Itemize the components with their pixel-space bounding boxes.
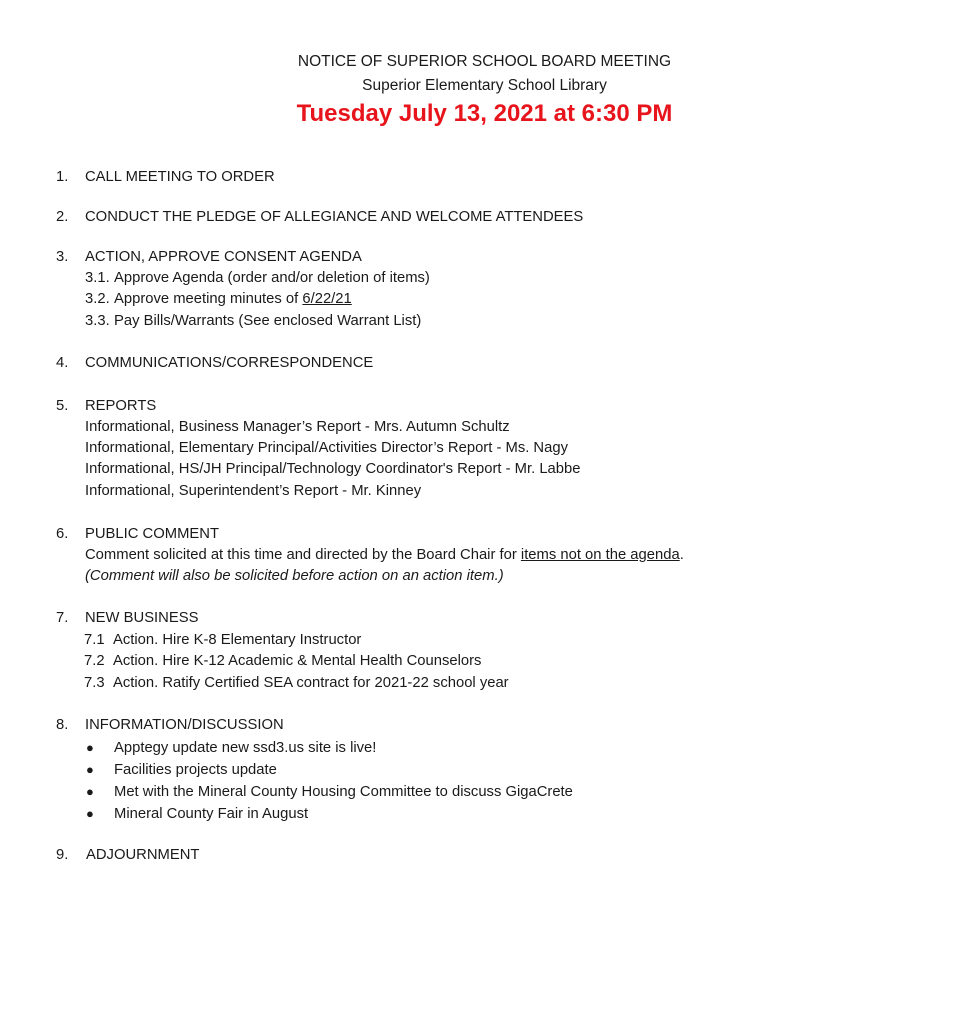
public-comment-text	[85, 545, 684, 567]
item-label: NEW BUSINESS	[85, 610, 199, 626]
bullet-text: Apptegy update new ssd3.us site is live!	[114, 740, 377, 756]
discussion-bullet	[86, 737, 376, 760]
agenda-item-5	[56, 396, 156, 418]
item-number: 2.	[56, 209, 69, 225]
sub-item-3-3	[85, 311, 421, 333]
discussion-bullet	[86, 781, 573, 804]
item-number: 8.	[56, 717, 69, 733]
item-number: 3.	[56, 249, 69, 265]
item-label: ACTION, APPROVE CONSENT AGENDA	[85, 249, 362, 265]
item-number: 1.	[56, 169, 69, 185]
sub-item-7-1	[84, 630, 361, 652]
item-label: CALL MEETING TO ORDER	[85, 169, 275, 185]
agenda-item-7	[56, 608, 198, 630]
bullet-text: Facilities projects update	[114, 762, 277, 778]
item-label: PUBLIC COMMENT	[85, 526, 220, 542]
sub-item-7-3	[84, 673, 509, 695]
sub-item-number: 7.1	[84, 632, 105, 648]
period: .	[679, 547, 684, 563]
item-label: ADJOURNMENT	[86, 847, 200, 863]
sub-item-text: Action. Hire K-12 Academic & Mental Health Counselors	[113, 653, 482, 669]
sub-item-number: 3.2.	[85, 291, 110, 307]
public-comment-note: (Comment will also be solicited before action on an action item.)	[85, 568, 504, 584]
item-number: 7.	[56, 610, 69, 626]
report-line: Informational, HS/JH Principal/Technology Coordinator's Report - Mr. Labbe	[85, 461, 581, 477]
item-number: 6.	[56, 526, 69, 542]
discussion-bullet	[86, 803, 308, 826]
bullet-text: Met with the Mineral County Housing Committee to discuss GigaCrete	[114, 784, 573, 800]
sub-item-number: 7.3	[84, 675, 105, 691]
item-label: COMMUNICATIONS/CORRESPONDENCE	[85, 355, 374, 371]
sub-item-3-1	[85, 268, 430, 290]
agenda-item-9	[56, 845, 199, 867]
discussion-bullet	[86, 759, 277, 782]
bullet-icon: ●	[86, 806, 94, 821]
item-number: 5.	[56, 398, 69, 414]
bullet-text: Mineral County Fair in August	[114, 806, 309, 822]
comment-text: Comment solicited at this time and directed by the Board Chair for	[85, 547, 517, 563]
report-line: Informational, Business Manager’s Report - Mrs. Autumn Schultz	[85, 419, 510, 435]
sub-item-number: 3.3.	[85, 313, 110, 329]
meeting-location: Superior Elementary School Library	[362, 77, 607, 94]
bullet-icon: ●	[86, 762, 94, 777]
agenda-item-1	[56, 167, 275, 189]
agenda-item-2	[56, 207, 583, 229]
agenda-item-3	[56, 247, 362, 269]
agenda-item-4	[56, 353, 373, 375]
sub-item-number: 3.1.	[85, 270, 110, 286]
agenda-item-8	[56, 715, 284, 737]
item-number: 4.	[56, 355, 69, 371]
report-line: Informational, Elementary Principal/Activities Director’s Report - Ms. Nagy	[85, 440, 568, 456]
item-label: REPORTS	[85, 398, 157, 414]
sub-item-text: Action. Ratify Certified SEA contract for 2021-22 school year	[113, 675, 509, 691]
item-number: 9.	[56, 847, 69, 863]
notice-title: NOTICE OF SUPERIOR SCHOOL BOARD MEETING	[297, 53, 672, 70]
sub-item-3-2	[85, 289, 352, 311]
bullet-icon: ●	[86, 784, 94, 799]
sub-item-7-2	[84, 651, 481, 673]
sub-item-text: Pay Bills/Warrants (See enclosed Warrant List)	[114, 313, 422, 329]
bullet-icon: ●	[86, 740, 94, 755]
sub-item-text: Approve Agenda (order and/or deletion of items)	[114, 270, 430, 286]
report-line: Informational, Superintendent’s Report - Mr. Kinney	[85, 483, 422, 499]
sub-item-text: Approve meeting minutes of	[114, 291, 299, 307]
sub-item-text: Action. Hire K-8 Elementary Instructor	[113, 632, 362, 648]
item-label: INFORMATION/DISCUSSION	[85, 717, 284, 733]
meeting-datetime: Tuesday July 13, 2021 at 6:30 PM	[296, 100, 673, 127]
item-label: CONDUCT THE PLEDGE OF ALLEGIANCE AND WELCOME ATTENDEES	[85, 209, 584, 225]
items-not-on-agenda-link[interactable]: items not on the agenda	[520, 547, 680, 563]
minutes-date-link[interactable]: 6/22/21	[302, 291, 352, 307]
agenda-item-6	[56, 524, 219, 546]
sub-item-number: 7.2	[84, 653, 105, 669]
